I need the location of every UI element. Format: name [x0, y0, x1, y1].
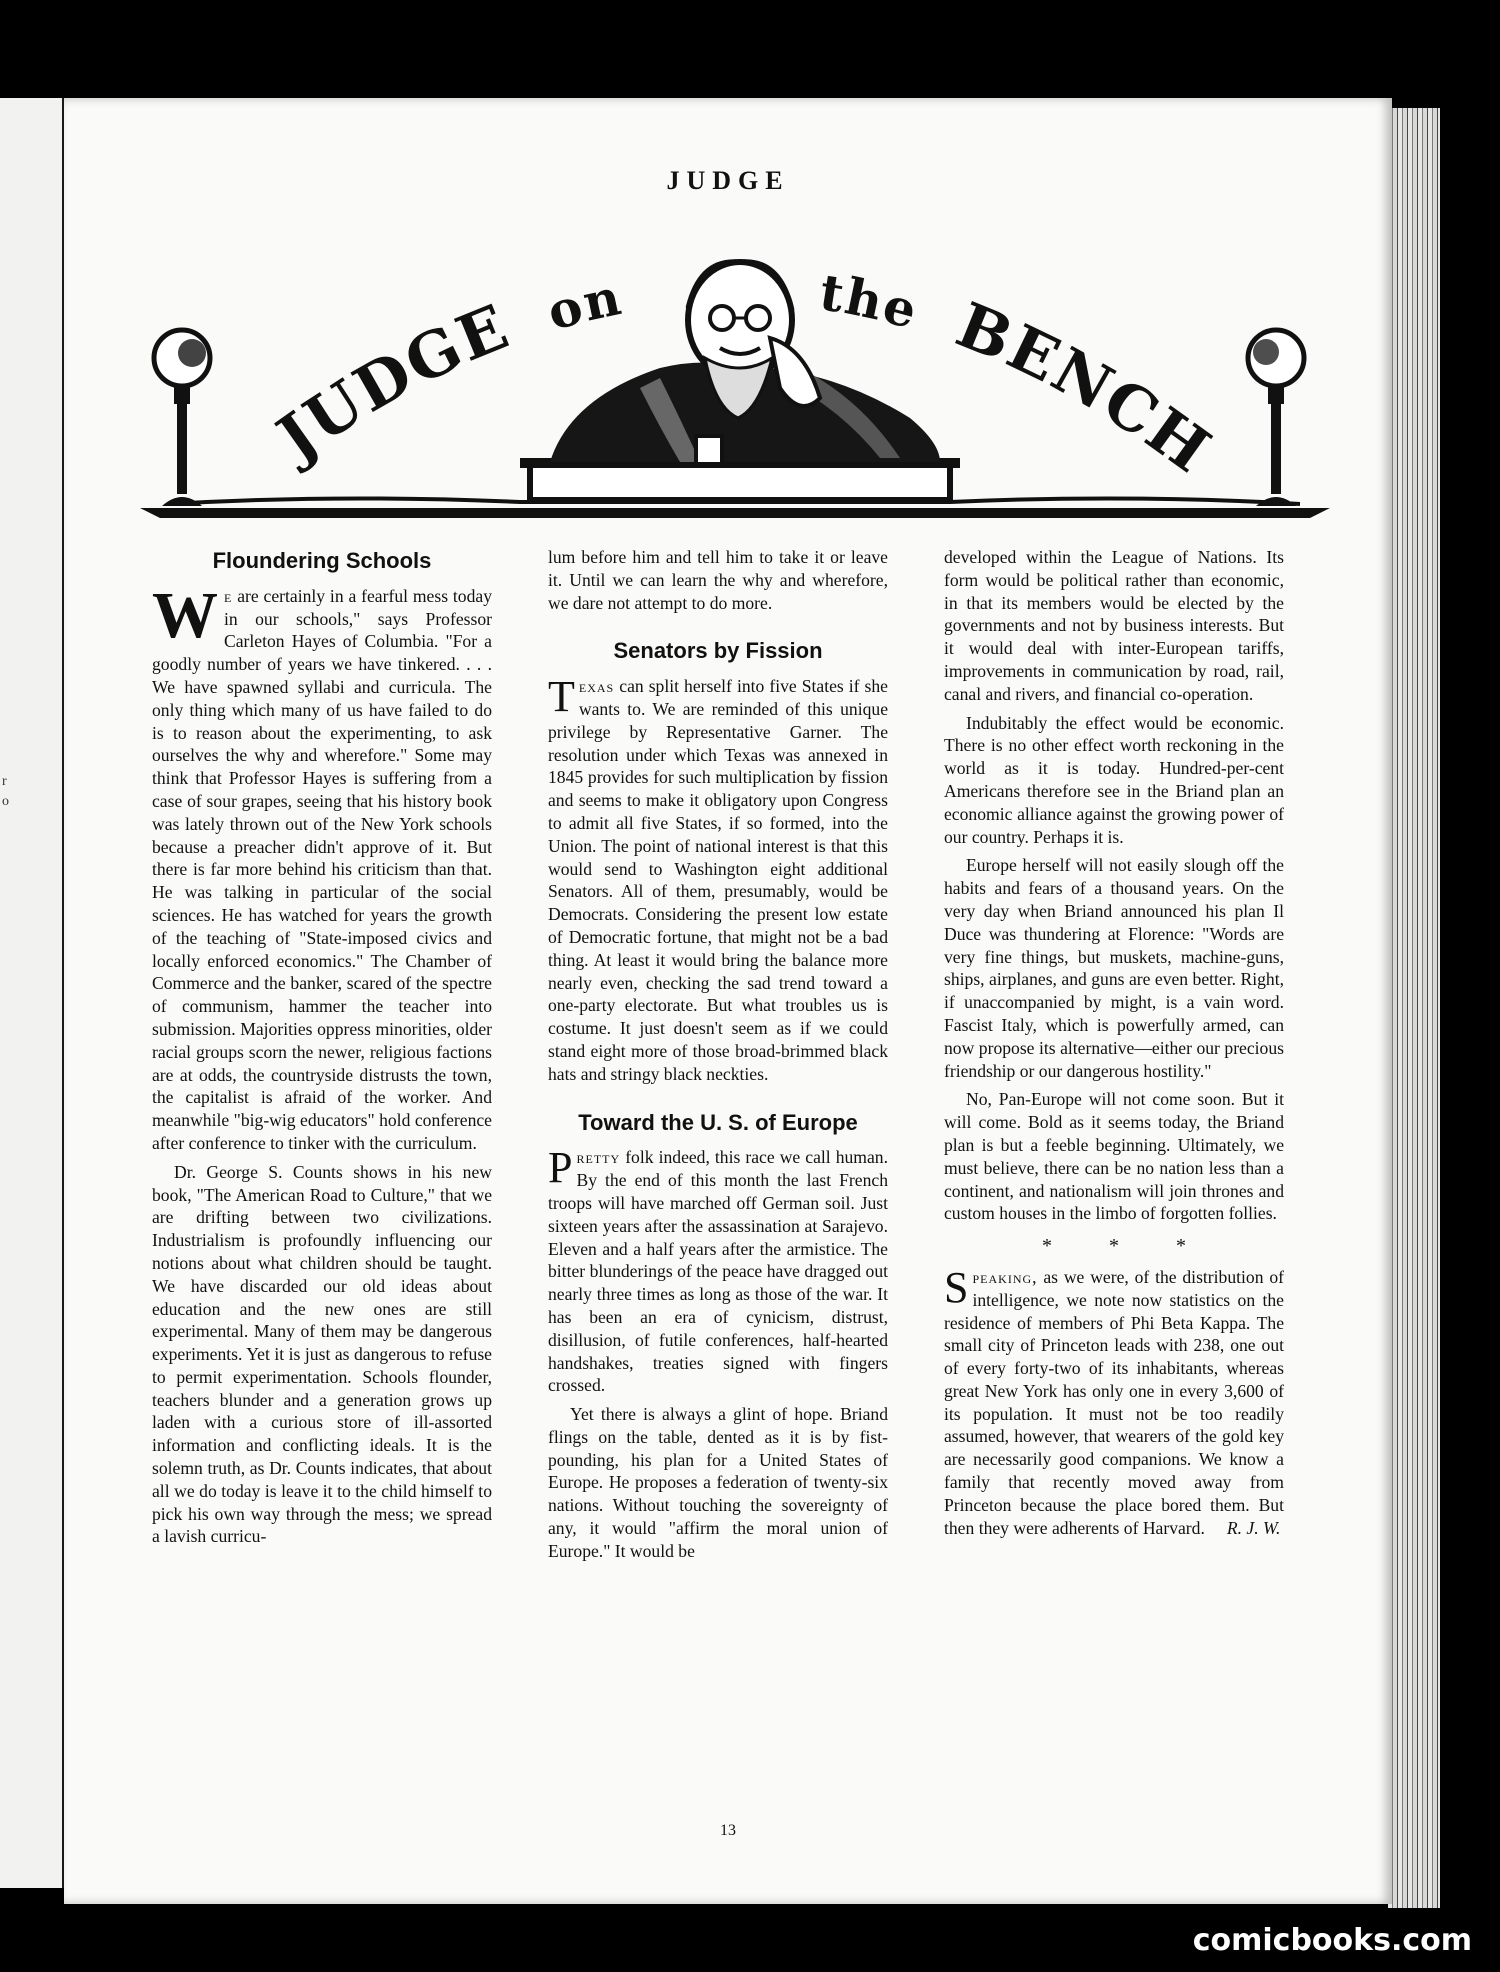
lead-word: peaking,: [972, 1266, 1038, 1287]
paragraph-text: as we were, of the distribution of intelligence, we note now statistics on the residence of members of Phi Beta Kappa. The small city of Princeton leads with 238, one out of every forty-two of its inhabitants, whereas great New York has only one in every 3,600 of its population. It must not be too readily assumed, however, that wearers of the gold key are necessarily good companions. We know a family that recently moved away from Princeton because the place bored them. But then they were adherents of Harvard.: [944, 1266, 1284, 1538]
page-number: 13: [720, 1822, 736, 1839]
left-lamp-icon: [154, 330, 210, 506]
drop-cap: S: [944, 1262, 969, 1312]
stacked-page-edges: [1388, 108, 1440, 1908]
article-paragraph: Dr. George S. Counts shows in his new book, "The American Road to Culture," that we are drifting between two civilizations. Industrialism is profoundly influencing our notions about what children should be taught. We have discarded our old ideas about education and the new ones are still experimental. Many of them may be dangerous experiments. Yet it is just as dangerous to refuse to permit experimentation. Schools flounder, teachers blunder and a generation grows up laden with a curious store of ill-assorted information and conflicting ideals. It is the solemn truth, as Dr. Counts indicates, that about all we do today is leave it to the child himself to pick his own way through the mess; we spread a lavish curricu-: [152, 1161, 492, 1547]
section-heading: Senators by Fission: [613, 638, 823, 664]
article-paragraph: lum before him and tell him to take it or leave it. Until we can learn the why and wherefore, we dare not attempt to do more.: [548, 547, 888, 613]
magazine-title: JUDGE: [666, 166, 790, 195]
judge-at-bench-illustration: [140, 218, 1330, 538]
facing-page-edge: [0, 98, 64, 1888]
drop-cap: W: [152, 578, 218, 652]
masthead-word-the: the: [815, 262, 926, 341]
paragraph-text: can split herself into five States if she wants to. We are reminded of this unique privilege by Representative Garner. The resolution under which Texas was annexed in 1845 provides for such multiplication by fission and seems to make it obligatory upon Congress to admit all five States, if so formed, into the Union. The point of national interest is that this would send to Washington eight additional Senators. All of them, presumably, would be Democrats. Considering the present low estate of Democratic fortune, that might not be a bad thing. At least it would bring the balance more nearly even, checking the sad trend toward a one-party electorate. But what troubles us is costume. It just doesn't seem as if we could stand eight more of those broad-brimmed black hats and stringy black neckties.: [548, 676, 888, 1084]
article-paragraph: No, Pan-Europe will not come soon. But it will come. Bold as it seems today, the Briand plan is but a feeble beginning. Ultimately, we must believe, there can be no nation less than a continent, and nationalism will join thrones and custom houses in the limbo of forgotten follies.: [944, 1089, 1284, 1224]
magazine-page: [64, 98, 1392, 1904]
article-paragraph: [548, 1143, 888, 1397]
article-paragraph: Europe herself will not easily slough off the habits and fears of a thousand years. On the very day when Briand announced his plan Il Duce was thundering at Florence: "Words are very fine things, but muskets, machine-guns, ships, airplanes, and guns are even better. Right, if unaccompanied by might, is a vain word. Fascist Italy, which is powerfully armed, can now propose its alternative—either our precious friendship or our dangerous hostility.": [944, 855, 1284, 1081]
facing-page-mark: r: [2, 774, 7, 789]
article-paragraph: developed within the League of Nations. Its form would be political rather than economic, in that its members would be elected by the governments and not by business interests. But it would deal with inter-European tariffs, improvements in communication by road, rail, canal and rivers, and financial co-operation.: [944, 547, 1284, 704]
drop-cap: P: [548, 1143, 573, 1193]
paragraph-text: folk indeed, this race we call human. By the end of this month the last French troops will have marched off German soil. Just sixteen years after the assassination at Sarajevo. Eleven and a half years after the armistice. The bitter blunderings of the peace have dragged out nearly three times as long as those of the war. It has been an era of cynicism, distrust, disillusion, of futile conferences, half-hearted handshakes, treaties signed with fingers crossed.: [548, 1147, 888, 1396]
paragraph-text: are certainly in a fearful mess today in our schools," says Professor Carleton Hayes of Columbia. "For a goodly number of years we have tinkered. . . . We have spawned syllabi and curricula. The only thing which many of us have failed to do is to reason about the experimenting, to ask ourselves the why and wherefore." Some may think that Professor Hayes is suffering from a case of sour grapes, seeing that his history book was lately thrown out of the New York schools because a preacher didn't approve of it. But there is far more behind his criticism than that. He was talking in particular of the social sciences. He has watched for years the growth of the teaching of "State-imposed civics and locally enforced economics." The Chamber of Commerce and the banker, scared of the spectre of communism, hammer the teacher into submission. Majorities oppress minorities, older racial groups scorn the newer, religious factions are at odds, the countryside distrusts the town, the capitalist is afraid of the worker. And meanwhile "big-wig educators" hold conference after conference to tinker with the curriculum.: [152, 585, 492, 1153]
article-paragraph: [152, 578, 492, 1155]
lead-word: retty: [576, 1147, 621, 1168]
article-paragraph: Indubitably the effect would be economic. There is no other effect worth reckoning in the world as it is today. Hundred-per-cent Americans therefore see in the Briand plan an economic alliance against the growing power of our country. Perhaps it is.: [944, 712, 1284, 847]
section-divider: * * *: [1042, 1235, 1212, 1258]
masthead: [140, 218, 1330, 538]
facing-page-mark: o: [2, 794, 9, 809]
article-column-3: [944, 546, 1284, 1539]
masthead-word-bench: BENCH: [946, 288, 1225, 488]
drop-cap: T: [548, 672, 575, 722]
right-lamp-icon: [1248, 330, 1304, 506]
article-paragraph: [548, 672, 888, 1085]
section-heading: Floundering Schools: [212, 548, 432, 573]
masthead-word-on: on: [540, 266, 628, 342]
article-column-1: [152, 546, 492, 1548]
lead-word: e: [224, 585, 233, 606]
author-signature: R. J. W.: [1226, 1517, 1281, 1538]
lead-word: exas: [578, 676, 615, 697]
article-paragraph: Yet there is always a glint of hope. Briand flings on the table, dented as it is by fist-pounding, his plan for a United States of Europe. He proposes a federation of twenty-six nations. Without touching the sovereignty of any, it would "affirm the moral union of Europe." It would be: [548, 1404, 888, 1561]
masthead-word-judge: JUDGE: [264, 289, 520, 475]
section-heading: Toward the U. S. of Europe: [578, 1109, 858, 1135]
source-watermark: comicbooks.com: [1192, 1923, 1472, 1958]
article-paragraph: [944, 1262, 1284, 1540]
article-column-2: [548, 546, 888, 1563]
